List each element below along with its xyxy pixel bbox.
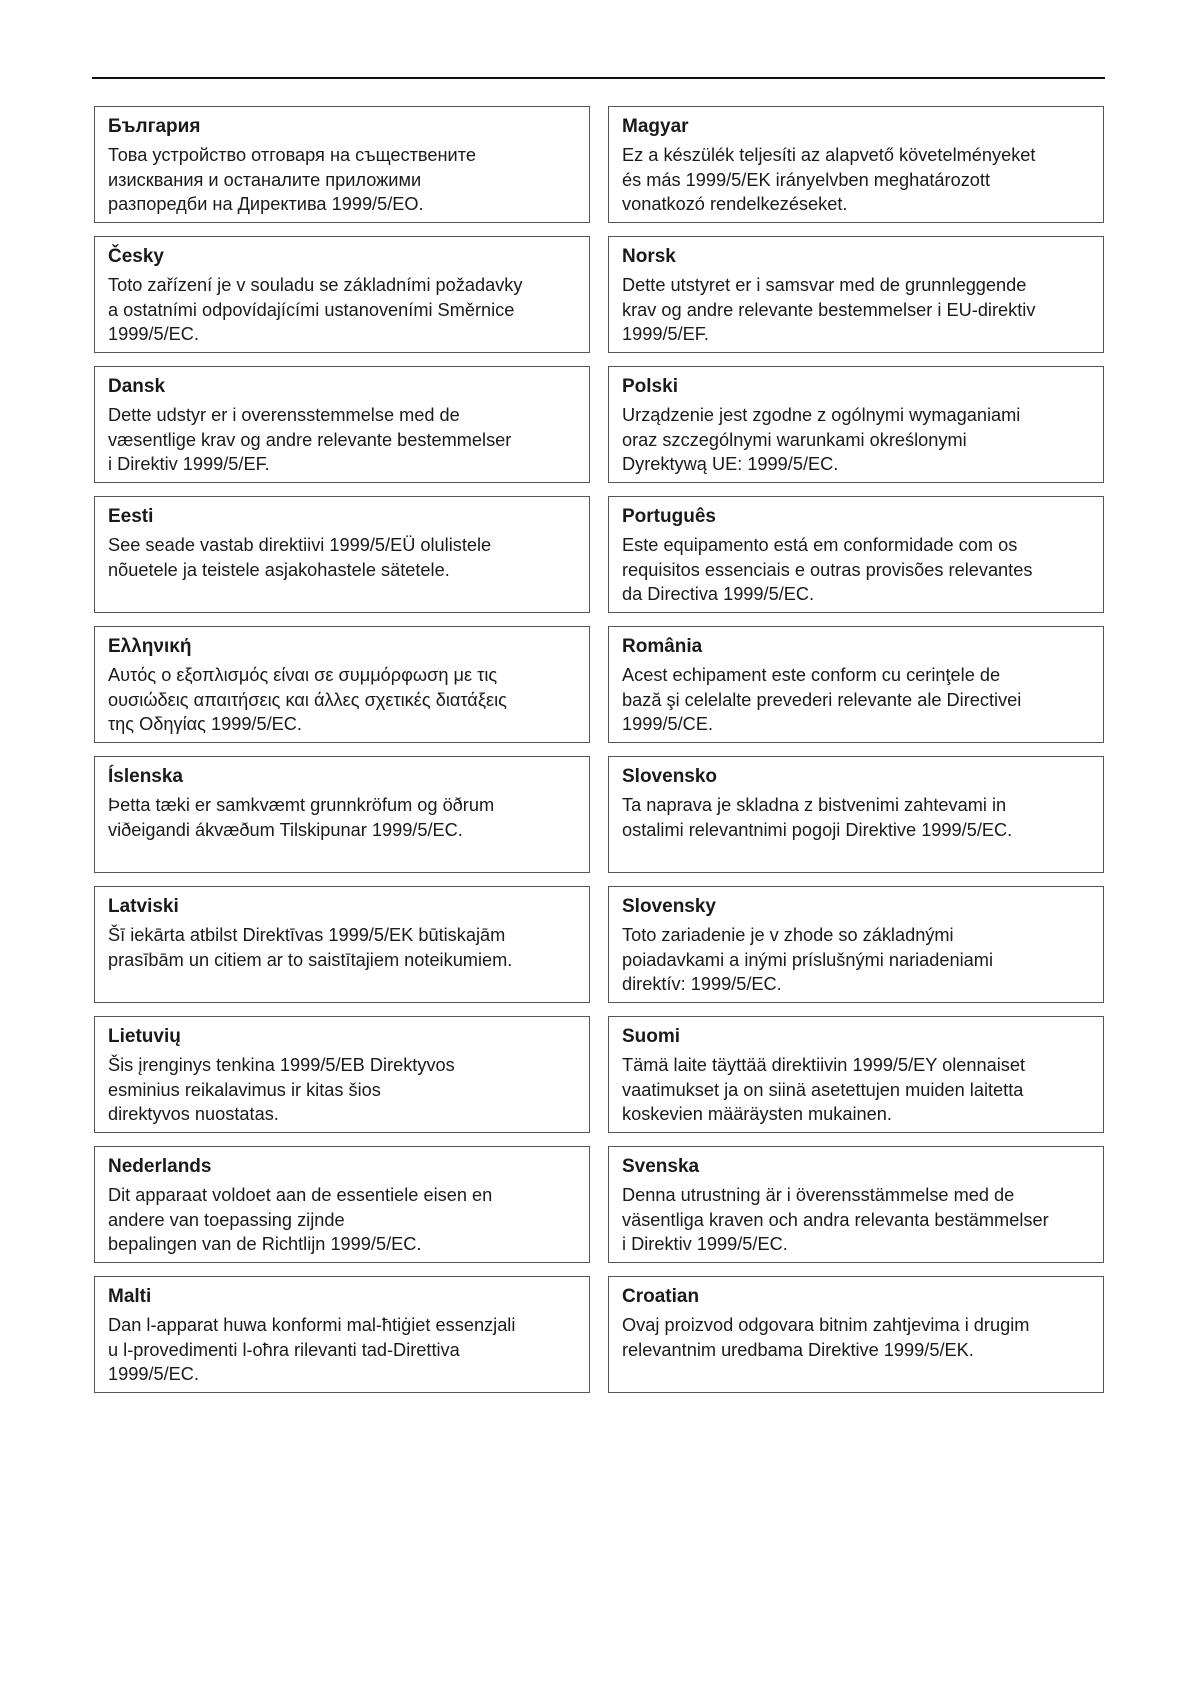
declaration-line: Dyrektywą UE: 1999/5/EC. xyxy=(622,454,839,474)
declaration-line: andere van toepassing zijnde xyxy=(108,1209,345,1230)
language-box-right-3 xyxy=(608,496,1104,613)
declaration-text xyxy=(108,923,577,972)
declaration-line: Tämä laite täyttää direktiivin 1999/5/EY olennaiset xyxy=(622,1055,1026,1075)
language-title: Eesti xyxy=(108,506,154,527)
declaration-line: Dan l-apparat huwa konformi mal-ħtiġiet essenzjali xyxy=(108,1315,516,1335)
declaration-line: Ovaj proizvod odgovara bitnim zahtjevima i drugim xyxy=(622,1315,1030,1335)
declaration-line: ostalimi relevantnimi pogoji Direktive 1999/5/EC. xyxy=(622,819,1013,840)
declaration-line: poiadavkami a inými príslušnými nariadeniami xyxy=(622,949,993,970)
declaration-line: bepalingen van de Richtlijn 1999/5/EC. xyxy=(108,1234,422,1254)
language-box-right-8 xyxy=(608,1146,1104,1263)
declaration-text xyxy=(108,1053,577,1127)
language-title: Português xyxy=(622,506,716,527)
language-box-left-8 xyxy=(94,1146,590,1263)
declaration-line: a ostatními odpovídajícími ustanoveními Směrnice xyxy=(108,299,515,320)
language-title: Dansk xyxy=(108,376,166,397)
language-box-left-1 xyxy=(94,236,590,353)
declaration-line: prasībām un citiem ar to saistītajiem noteikumiem. xyxy=(108,949,513,970)
declaration-line: Dit apparaat voldoet aan de essentiele eisen en xyxy=(108,1185,493,1205)
declaration-line: väsentliga kraven och andra relevanta bestämmelser xyxy=(622,1209,1049,1230)
language-title: Íslenska xyxy=(108,766,183,787)
language-box-right-6 xyxy=(608,886,1104,1003)
declaration-line: изисквания и останалите приложими xyxy=(108,169,422,190)
declaration-line: koskevien määräysten mukainen. xyxy=(622,1104,892,1124)
language-title: Svenska xyxy=(622,1156,700,1177)
language-title: România xyxy=(622,636,703,657)
declaration-text xyxy=(108,533,577,582)
language-title: Norsk xyxy=(622,246,676,267)
declaration-line: direktív: 1999/5/EC. xyxy=(622,974,782,994)
declaration-text xyxy=(108,143,577,217)
declaration-line: krav og andre relevante bestemmelser i EU-direktiv xyxy=(622,299,1036,320)
language-title: Slovensko xyxy=(622,766,718,787)
declaration-text xyxy=(622,143,1091,217)
declaration-line: u l-provedimenti l-oħra rilevanti tad-Direttiva xyxy=(108,1339,460,1360)
language-box-right-2 xyxy=(608,366,1104,483)
declaration-line: vaatimukset ja on siinä asetettujen muiden laitetta xyxy=(622,1079,1024,1100)
declaration-line: Este equipamento está em conformidade com os xyxy=(622,535,1018,555)
language-box-left-9 xyxy=(94,1276,590,1393)
declaration-line: Αυτός ο εξοπλισμός είναι σε συμμόρφωση με τις xyxy=(108,665,498,685)
declaration-line: Това устройство отговаря на съществените xyxy=(108,145,476,165)
declaration-line: Šī iekārta atbilst Direktīvas 1999/5/EK būtiskajām xyxy=(108,925,506,945)
language-box-left-5 xyxy=(94,756,590,873)
declaration-text xyxy=(622,923,1091,997)
declaration-text xyxy=(622,403,1091,477)
declaration-line: 1999/5/CE. xyxy=(622,714,713,734)
declaration-text xyxy=(622,663,1091,737)
declaration-line: oraz szczególnymi warunkami określonymi xyxy=(622,429,967,450)
declaration-line: bază şi celelalte prevederi relevante ale Directivei xyxy=(622,689,1022,710)
declaration-line: direktyvos nuostatas. xyxy=(108,1104,279,1124)
language-title: Malti xyxy=(108,1286,152,1307)
language-title: Slovensky xyxy=(622,896,716,917)
declaration-line: nõuetele ja teistele asjakohastele sätetele. xyxy=(108,559,450,580)
language-box-left-7 xyxy=(94,1016,590,1133)
declaration-text xyxy=(108,1183,577,1257)
language-title: Česky xyxy=(108,246,164,267)
declaration-line: 1999/5/EC. xyxy=(108,1364,199,1384)
language-title: Latviski xyxy=(108,896,179,917)
declaration-line: requisitos essenciais e outras provisões relevantes xyxy=(622,559,1033,580)
language-title: Polski xyxy=(622,376,678,397)
language-title: Suomi xyxy=(622,1026,681,1047)
language-box-right-0 xyxy=(608,106,1104,223)
language-title: Ελληνική xyxy=(108,636,192,657)
declaration-text xyxy=(622,273,1091,347)
language-title: Magyar xyxy=(622,116,689,137)
declaration-line: Ez a készülék teljesíti az alapvető követelményeket xyxy=(622,145,1036,165)
declaration-text xyxy=(108,793,577,842)
declaration-line: See seade vastab direktiivi 1999/5/EÜ olulistele xyxy=(108,535,492,555)
declaration-line: 1999/5/EC. xyxy=(108,324,199,344)
language-title: България xyxy=(108,116,201,137)
declaration-line: esminius reikalavimus ir kitas šios xyxy=(108,1079,381,1100)
declaration-line: 1999/5/EF. xyxy=(622,324,709,344)
declaration-line: Acest echipament este conform cu cerinţele de xyxy=(622,665,1001,685)
declaration-line: Dette utstyret er i samsvar med de grunnleggende xyxy=(622,275,1027,295)
top-rule xyxy=(92,77,1105,79)
declaration-text xyxy=(622,1313,1091,1362)
language-box-right-5 xyxy=(608,756,1104,873)
language-box-right-7 xyxy=(608,1016,1104,1133)
declaration-line: Toto zařízení je v souladu se základními požadavky xyxy=(108,275,523,295)
language-box-left-2 xyxy=(94,366,590,483)
language-title: Nederlands xyxy=(108,1156,212,1177)
declaration-text xyxy=(108,273,577,347)
declaration-line: és más 1999/5/EK irányelvben meghatározott xyxy=(622,169,991,190)
declaration-line: разпоредби на Директива 1999/5/EO. xyxy=(108,194,424,214)
language-box-left-6 xyxy=(94,886,590,1003)
declaration-text xyxy=(622,1183,1091,1257)
declaration-line: ουσιώδεις απαιτήσεις και άλλες σχετικές διατάξεις xyxy=(108,689,507,710)
language-title: Croatian xyxy=(622,1286,700,1307)
declaration-line: relevantnim uredbama Direktive 1999/5/EK. xyxy=(622,1339,974,1360)
declaration-line: da Directiva 1999/5/EC. xyxy=(622,584,815,604)
declaration-line: Šis įrenginys tenkina 1999/5/EB Direktyvos xyxy=(108,1055,455,1075)
language-box-left-3 xyxy=(94,496,590,613)
declaration-text xyxy=(108,1313,577,1387)
declaration-text xyxy=(108,403,577,477)
declaration-line: της Οδηγίας 1999/5/EC. xyxy=(108,714,302,734)
declaration-line: Þetta tæki er samkvæmt grunnkröfum og öðrum xyxy=(108,795,495,815)
declaration-text xyxy=(108,663,577,737)
declaration-line: i Direktiv 1999/5/EC. xyxy=(622,1234,788,1254)
declaration-line: vonatkozó rendelkezéseket. xyxy=(622,194,848,214)
declaration-line: Urządzenie jest zgodne z ogólnymi wymaganiami xyxy=(622,405,1021,425)
declaration-text xyxy=(622,793,1091,842)
declaration-text xyxy=(622,1053,1091,1127)
language-box-right-1 xyxy=(608,236,1104,353)
declaration-line: Toto zariadenie je v zhode so základnými xyxy=(622,925,954,945)
language-box-left-0 xyxy=(94,106,590,223)
declaration-line: væsentlige krav og andre relevante bestemmelser xyxy=(108,429,512,450)
declaration-line: Dette udstyr er i overensstemmelse med de xyxy=(108,405,460,425)
language-box-right-4 xyxy=(608,626,1104,743)
language-title: Lietuvių xyxy=(108,1026,181,1047)
language-box-left-4 xyxy=(94,626,590,743)
declaration-line: Ta naprava je skladna z bistvenimi zahtevami in xyxy=(622,795,1007,815)
declaration-line: Denna utrustning är i överensstämmelse med de xyxy=(622,1185,1015,1205)
declaration-line: viðeigandi ákvæðum Tilskipunar 1999/5/EC. xyxy=(108,819,463,840)
declaration-line: i Direktiv 1999/5/EF. xyxy=(108,454,270,474)
language-box-right-9 xyxy=(608,1276,1104,1393)
declaration-text xyxy=(622,533,1091,607)
